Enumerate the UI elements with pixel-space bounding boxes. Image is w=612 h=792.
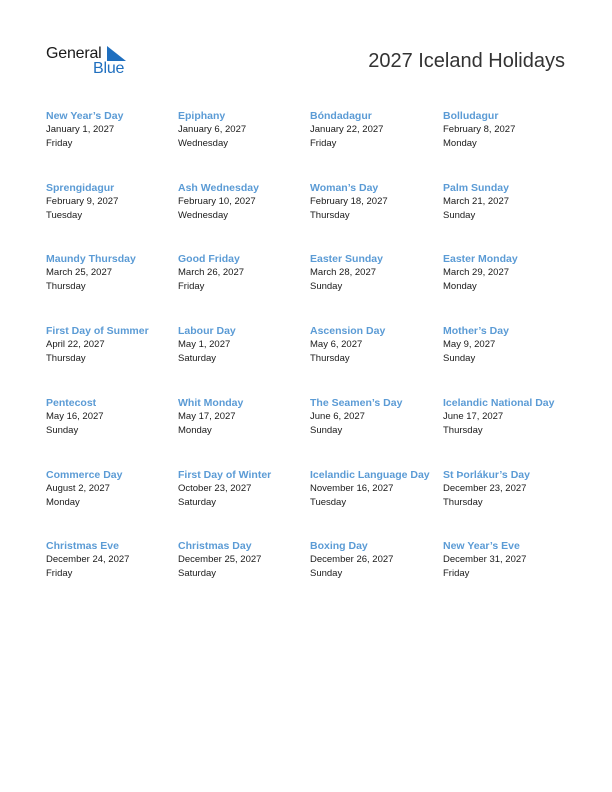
- holiday-date: December 23, 2027: [443, 483, 527, 494]
- holiday-name: Bolludagur: [443, 110, 499, 122]
- holiday-weekday: Thursday: [46, 281, 86, 292]
- holiday-item: [310, 252, 440, 294]
- page-title: 2027 Iceland Holidays: [368, 50, 565, 72]
- holiday-name: Whit Monday: [178, 397, 244, 409]
- holiday-item: [178, 252, 308, 294]
- holiday-date: March 25, 2027: [46, 267, 113, 278]
- holiday-name: Christmas Day: [178, 540, 252, 552]
- holiday-date: January 1, 2027: [46, 124, 115, 135]
- logo-word-blue: Blue: [93, 60, 125, 77]
- holiday-name: The Seamen’s Day: [310, 397, 403, 409]
- holiday-date: April 22, 2027: [46, 339, 105, 350]
- holiday-item: [310, 468, 440, 510]
- holiday-item: [46, 109, 176, 151]
- holiday-weekday: Tuesday: [310, 497, 347, 508]
- holiday-item: [443, 396, 573, 438]
- holiday-date: May 9, 2027: [443, 339, 496, 350]
- holiday-name: Epiphany: [178, 110, 226, 122]
- holiday-name: Icelandic National Day: [443, 397, 555, 409]
- holiday-weekday: Sunday: [310, 568, 343, 579]
- holiday-date: December 24, 2027: [46, 554, 130, 565]
- holiday-item: [310, 109, 440, 151]
- holiday-item: [46, 539, 176, 581]
- holiday-weekday: Sunday: [46, 425, 79, 436]
- holiday-weekday: Thursday: [46, 353, 86, 364]
- holiday-name: Labour Day: [178, 325, 236, 337]
- holiday-name: Bóndadagur: [310, 110, 372, 122]
- holiday-date: March 29, 2027: [443, 267, 510, 278]
- holiday-date: December 26, 2027: [310, 554, 394, 565]
- holiday-name: New Year’s Day: [46, 110, 124, 122]
- holiday-date: January 6, 2027: [178, 124, 247, 135]
- holiday-item: [46, 324, 176, 366]
- holiday-weekday: Wednesday: [178, 138, 228, 149]
- generalblue-logo: [46, 45, 136, 81]
- holiday-weekday: Saturday: [178, 497, 217, 508]
- holiday-date: December 31, 2027: [443, 554, 527, 565]
- holiday-weekday: Monday: [443, 281, 477, 292]
- holiday-name: First Day of Winter: [178, 469, 272, 481]
- holiday-item: [310, 396, 440, 438]
- holiday-name: Icelandic Language Day: [310, 469, 430, 481]
- holiday-weekday: Sunday: [310, 425, 343, 436]
- holiday-name: Maundy Thursday: [46, 253, 136, 265]
- holiday-date: January 22, 2027: [310, 124, 384, 135]
- holiday-weekday: Wednesday: [178, 210, 228, 221]
- holiday-weekday: Monday: [46, 497, 80, 508]
- holiday-date: August 2, 2027: [46, 483, 110, 494]
- holiday-item: [178, 539, 308, 581]
- holiday-date: June 17, 2027: [443, 411, 504, 422]
- holiday-name: Commerce Day: [46, 469, 123, 481]
- holiday-name: First Day of Summer: [46, 325, 149, 337]
- holiday-date: March 26, 2027: [178, 267, 245, 278]
- holiday-date: December 25, 2027: [178, 554, 262, 565]
- holiday-name: Ascension Day: [310, 325, 386, 337]
- holiday-name: New Year’s Eve: [443, 540, 520, 552]
- holiday-weekday: Saturday: [178, 568, 217, 579]
- holiday-weekday: Thursday: [310, 210, 350, 221]
- holiday-date: October 23, 2027: [178, 483, 252, 494]
- holiday-item: [178, 468, 308, 510]
- holiday-item: [443, 539, 573, 581]
- holiday-item: [443, 468, 573, 510]
- holiday-item: [443, 181, 573, 223]
- holiday-item: [46, 181, 176, 223]
- holiday-name: Woman’s Day: [310, 182, 379, 194]
- holiday-weekday: Sunday: [310, 281, 343, 292]
- holiday-weekday: Friday: [443, 568, 470, 579]
- holiday-weekday: Thursday: [443, 425, 483, 436]
- holiday-name: Ash Wednesday: [178, 182, 259, 194]
- holiday-item: [46, 468, 176, 510]
- holiday-date: March 21, 2027: [443, 196, 510, 207]
- holiday-item: [443, 252, 573, 294]
- holiday-name: Sprengidagur: [46, 182, 115, 194]
- holiday-item: [310, 181, 440, 223]
- holiday-item: [178, 324, 308, 366]
- holiday-weekday: Friday: [46, 138, 73, 149]
- holiday-date: November 16, 2027: [310, 483, 394, 494]
- holiday-date: May 6, 2027: [310, 339, 363, 350]
- holiday-weekday: Saturday: [178, 353, 217, 364]
- holiday-date: June 6, 2027: [310, 411, 365, 422]
- holiday-item: [178, 181, 308, 223]
- holiday-name: Boxing Day: [310, 540, 368, 552]
- holiday-item: [443, 324, 573, 366]
- holiday-name: Easter Monday: [443, 253, 518, 265]
- holiday-name: Mother’s Day: [443, 325, 509, 337]
- holiday-weekday: Thursday: [310, 353, 350, 364]
- holiday-item: [443, 109, 573, 151]
- holiday-weekday: Monday: [178, 425, 212, 436]
- holiday-date: May 17, 2027: [178, 411, 236, 422]
- holiday-item: [46, 252, 176, 294]
- holiday-weekday: Sunday: [443, 210, 476, 221]
- holiday-item: [178, 396, 308, 438]
- holiday-date: February 9, 2027: [46, 196, 119, 207]
- holiday-weekday: Sunday: [443, 353, 476, 364]
- holiday-date: May 16, 2027: [46, 411, 104, 422]
- holiday-weekday: Monday: [443, 138, 477, 149]
- holiday-item: [46, 396, 176, 438]
- holiday-date: February 18, 2027: [310, 196, 388, 207]
- holiday-name: Easter Sunday: [310, 253, 383, 265]
- holiday-item: [178, 109, 308, 151]
- holiday-name: Palm Sunday: [443, 182, 509, 194]
- holiday-weekday: Thursday: [443, 497, 483, 508]
- holiday-weekday: Friday: [310, 138, 337, 149]
- holiday-weekday: Friday: [178, 281, 205, 292]
- holiday-date: February 10, 2027: [178, 196, 256, 207]
- holiday-item: [310, 324, 440, 366]
- holiday-name: Christmas Eve: [46, 540, 119, 552]
- holiday-weekday: Friday: [46, 568, 73, 579]
- holiday-date: February 8, 2027: [443, 124, 516, 135]
- holiday-name: Pentecost: [46, 397, 97, 409]
- holiday-weekday: Tuesday: [46, 210, 83, 221]
- holiday-date: March 28, 2027: [310, 267, 377, 278]
- logo-word-general: General: [46, 45, 102, 62]
- holiday-name: Good Friday: [178, 253, 240, 265]
- holiday-date: May 1, 2027: [178, 339, 231, 350]
- holiday-name: St Þorlákur’s Day: [443, 469, 530, 481]
- holiday-item: [310, 539, 440, 581]
